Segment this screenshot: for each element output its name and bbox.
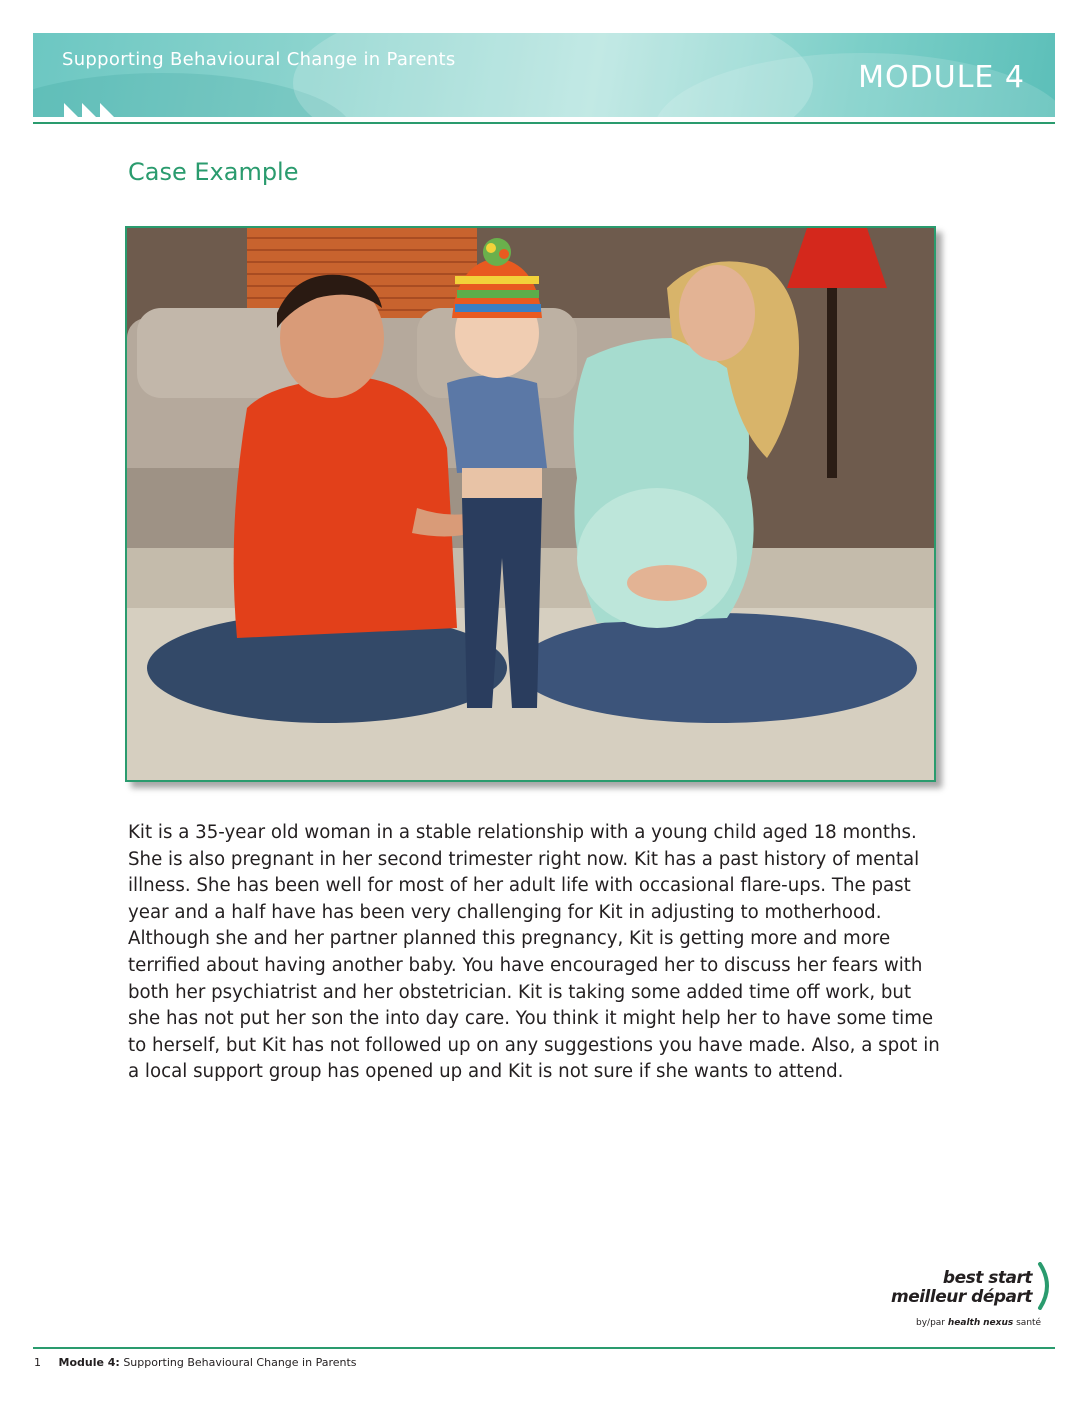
logo-line-2: meilleur départ bbox=[890, 1287, 1032, 1307]
header-divider bbox=[33, 122, 1055, 124]
logo-byline-prefix: by/par bbox=[916, 1318, 945, 1328]
family-photo bbox=[125, 226, 936, 782]
footer-module-title: Supporting Behavioural Change in Parents bbox=[123, 1356, 357, 1369]
header-title: Supporting Behavioural Change in Parents bbox=[62, 49, 456, 70]
page-footer bbox=[34, 1356, 357, 1369]
footer-module-prefix: Module 4: bbox=[58, 1356, 120, 1369]
case-description: Kit is a 35-year old woman in a stable relationship with a young child aged 18 months. She is also pregnant in her second trimester right now. Kit has a past history of mental illness. She has been well for most of her adult life with occasional flare-ups. The past year and a half have has been very challenging for Kit in adjusting to motherhood. Although she and her partner planned this pregnancy, Kit is getting more and more terrified about having another baby. You have encouraged her to discuss her fears with both her psychiatrist and her obstetrician. Kit is taking some added time off work, but she has not put her son the into day care. You think it might help her to have some time to herself, but Kit has not followed up on any suggestions you have made. Also, a spot in a local support group has opened up and Kit is not sure if she wants to attend. bbox=[128, 822, 940, 1083]
page-number: 1 bbox=[34, 1356, 41, 1369]
module-label: MODULE 4 bbox=[858, 60, 1025, 95]
footer-divider bbox=[33, 1347, 1055, 1349]
logo-line-1: best start bbox=[942, 1268, 1032, 1288]
logo-byline-sante: santé bbox=[1016, 1318, 1042, 1328]
logo-byline-nexus: nexus bbox=[983, 1318, 1014, 1328]
family-photo-illustration bbox=[127, 228, 934, 780]
header-banner bbox=[33, 33, 1055, 117]
logo-byline-health: health bbox=[947, 1318, 981, 1328]
chevron-arrows-icon bbox=[64, 99, 124, 117]
logo-parenthesis-icon bbox=[1036, 1262, 1054, 1310]
best-start-logo bbox=[890, 1262, 1060, 1332]
section-title: Case Example bbox=[128, 158, 299, 186]
logo-byline bbox=[916, 1318, 1041, 1328]
